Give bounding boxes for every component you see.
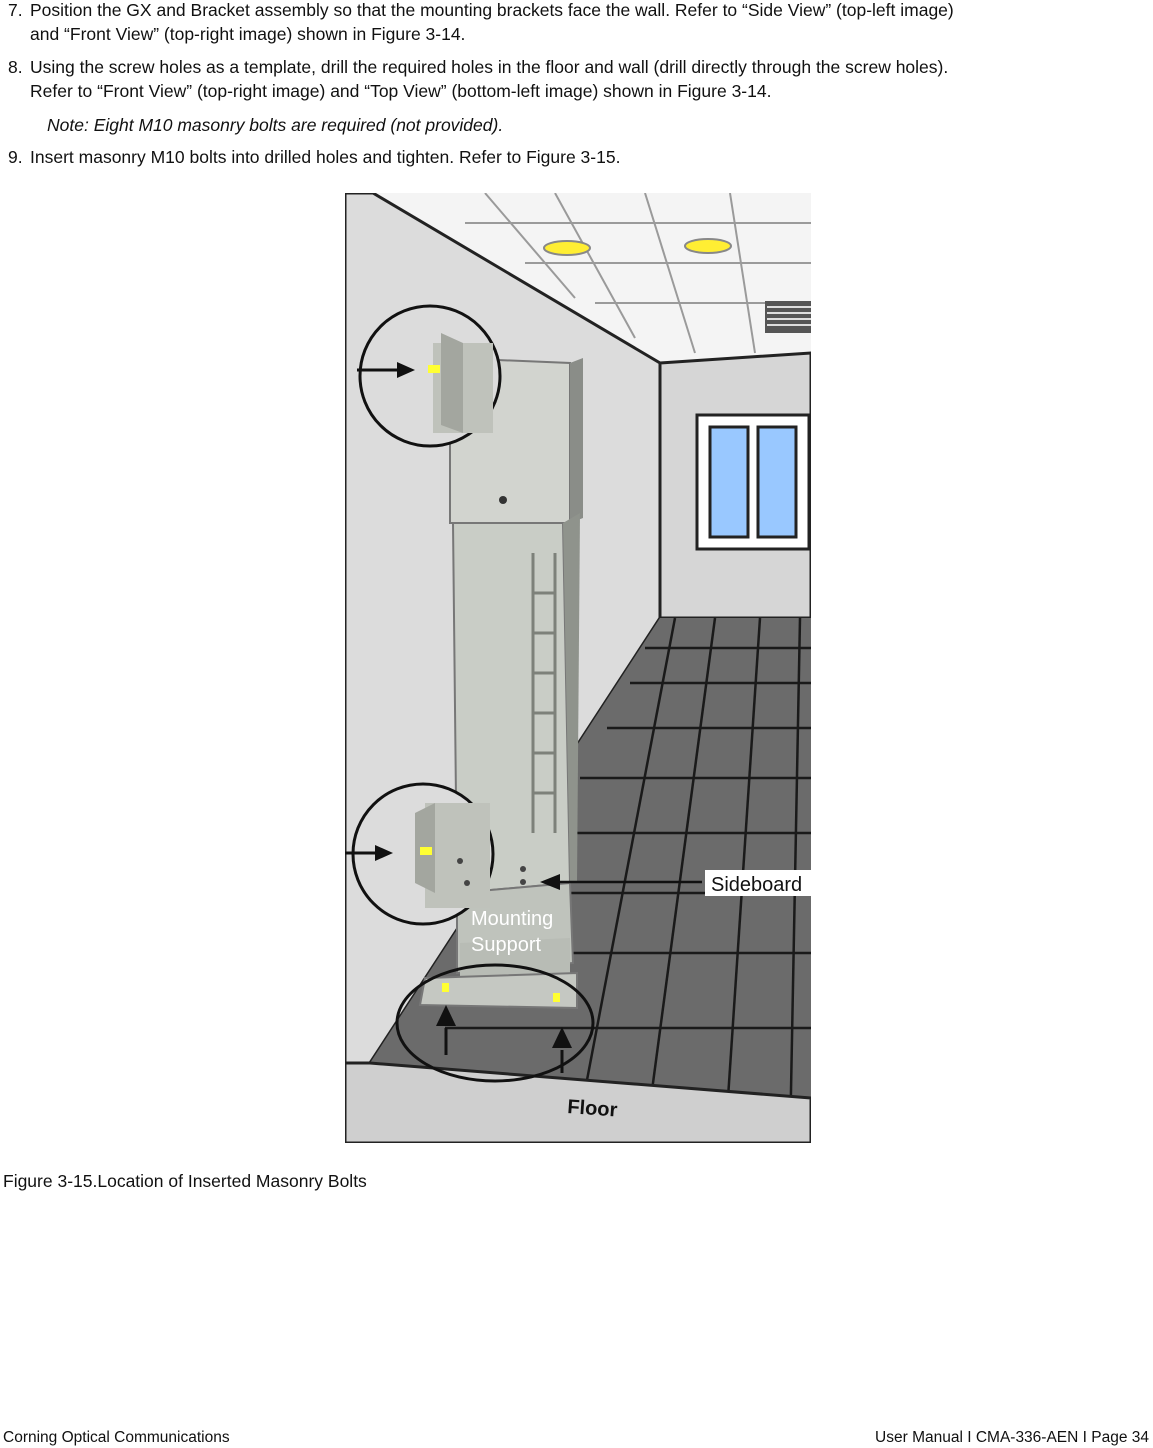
ceiling-light-icon	[544, 241, 590, 255]
step-text-line: Refer to “Front View” (top-right image) and “Top View” (bottom-left image) shown in Figure 3-14.	[30, 81, 772, 101]
step-text-line: Position the GX and Bracket assembly so that the mounting brackets face the wall. Refer to “Side View” (top-left image)	[30, 0, 954, 20]
figure-illustration	[345, 193, 811, 1143]
highlight-bolt-icon	[553, 993, 560, 1002]
step-text	[30, 0, 1140, 46]
step-text	[30, 145, 1140, 169]
figure-caption: Figure 3-15.Location of Inserted Masonry Bolts	[3, 1171, 367, 1191]
step-number: 8.	[8, 57, 23, 77]
highlight-bolt-icon	[442, 983, 449, 992]
step-number: 7.	[8, 0, 23, 20]
step-number: 9.	[8, 147, 23, 167]
step-text-line: Using the screw holes as a template, drill the required holes in the floor and wall (drill directly through the screw holes).	[30, 57, 949, 77]
highlight-bolt-icon	[428, 365, 440, 373]
magnifier-top	[357, 306, 500, 446]
installation-illustration	[345, 193, 811, 1143]
footer-company: Corning Optical Communications	[3, 1429, 230, 1446]
step-text-line: Insert masonry M10 bolts into drilled holes and tighten. Refer to Figure 3-15.	[30, 147, 621, 167]
step-text-line: and “Front View” (top-right image) shown in Figure 3-14.	[30, 24, 466, 44]
mounting-support-label: Support	[471, 934, 542, 956]
highlight-bolt-icon	[420, 847, 432, 855]
air-vent-icon	[765, 301, 811, 333]
ceiling-light-icon	[685, 239, 731, 253]
step-text	[30, 55, 1140, 103]
note-text: Note: Eight M10 masonry bolts are required (not provided).	[47, 115, 504, 135]
window-icon	[697, 415, 809, 549]
floor-label: Floor	[566, 1096, 619, 1122]
sideboard-label: Sideboard	[711, 874, 803, 896]
footer-page-info: User Manual I CMA-336-AEN I Page 34	[875, 1429, 1149, 1446]
mounting-support-label: Mounting	[471, 908, 554, 930]
